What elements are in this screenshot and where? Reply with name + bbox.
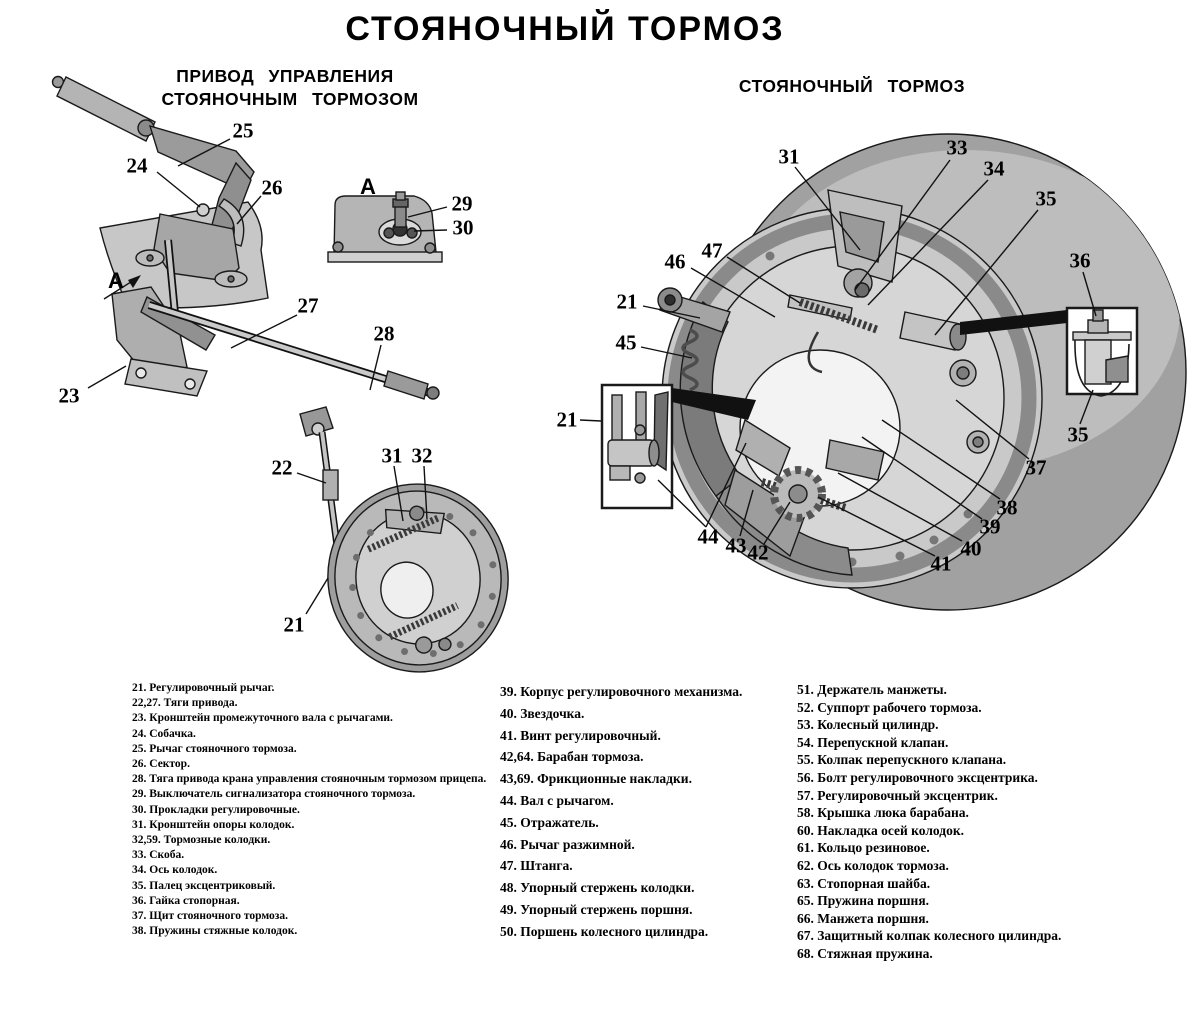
legend-item: 65. Пружина поршня. (797, 893, 930, 909)
callout-37: 37 (1025, 455, 1047, 480)
callout-26: 26 (261, 175, 283, 200)
legend-item: 68. Стяжная пружина. (797, 945, 933, 961)
legend-item: 21. Регулировочный рычаг. (132, 682, 275, 694)
callout-27: 27 (297, 293, 319, 318)
legend-item: 42,64. Барабан тормоза. (500, 749, 644, 765)
legend-item: 33. Скоба. (132, 849, 185, 862)
callout-42: 42 (747, 540, 769, 565)
legend-item: 54. Перепускной клапан. (797, 734, 949, 750)
callout-А: А (108, 268, 124, 293)
legend-item: 48. Упорный стержень колодки. (500, 880, 695, 896)
callout-40: 40 (960, 536, 982, 561)
legend-item: 47. Штанга. (500, 858, 573, 874)
callout-29: 29 (451, 191, 473, 216)
callout-33: 33 (946, 135, 968, 160)
legend-item: 36. Гайка стопорная. (132, 894, 240, 907)
left-figure-title-line2: СТОЯНОЧНЫМ ТОРМОЗОМ (161, 89, 419, 109)
legend-item: 43,69. Фрикционные накладки. (500, 771, 692, 787)
callout-44: 44 (697, 524, 719, 549)
legend-item: 44. Вал с рычагом. (500, 792, 614, 808)
callout-25: 25 (232, 118, 254, 143)
legend-item: 25. Рычаг стояночного тормоза. (132, 742, 297, 755)
legend-item: 40. Звездочка. (500, 705, 585, 721)
legend-column-1 (132, 681, 500, 939)
legend-item: 56. Болт регулировочного эксцентрика. (797, 769, 1038, 785)
legend-item: 55. Колпак перепускного клапана. (797, 752, 1007, 768)
legend-item: 60. Накладка осей колодок. (797, 822, 965, 838)
callout-45: 45 (615, 330, 637, 355)
legend-item: 31. Кронштейн опоры колодок. (132, 818, 295, 831)
right-figure-title: СТОЯНОЧНЫЙ ТОРМОЗ (738, 76, 966, 96)
callout-24: 24 (126, 153, 148, 178)
callout-43: 43 (725, 533, 747, 558)
callout-23: 23 (58, 383, 80, 408)
legend-item: 23. Кронштейн промежуточного вала с рычагами. (132, 712, 393, 725)
legend-item: 32,59. Тормозные колодки. (132, 834, 271, 847)
legend-item: 37. Щит стояночного тормоза. (132, 910, 289, 923)
legend-item: 22,27. Тяги привода. (132, 697, 238, 710)
callout-47: 47 (701, 238, 723, 263)
callout-39: 39 (979, 514, 1001, 539)
legend-item: 66. Манжета поршня. (797, 910, 929, 926)
legend-item: 57. Регулировочный эксцентрик. (797, 787, 998, 803)
legend-item: 38. Пружины стяжные колодок. (132, 925, 298, 938)
legend-item: 29. Выключатель сигнализатора стояночного тормоза. (132, 788, 416, 801)
legend-item: 39. Корпус регулировочного механизма. (500, 684, 743, 699)
callout-22: 22 (271, 455, 293, 480)
legend-item: 53. Колесный цилиндр. (797, 717, 939, 733)
page-title: СТОЯНОЧНЫЙ ТОРМОЗ (345, 10, 785, 48)
legend-item: 62. Ось колодок тормоза. (797, 857, 949, 873)
legend-item: 63. Стопорная шайба. (797, 875, 931, 891)
callout-35: 35 (1067, 422, 1089, 447)
legend-item: 35. Палец эксцентриковый. (132, 879, 276, 892)
legend-item: 45. Отражатель. (500, 814, 599, 830)
callout-34: 34 (983, 156, 1005, 181)
callout-21: 21 (283, 612, 305, 637)
callout-А: А (360, 174, 376, 199)
callout-21: 21 (616, 289, 638, 314)
legend-column-3 (797, 681, 1102, 963)
legend-item: 58. Крышка люка барабана. (797, 805, 969, 821)
legend-item: 52. Суппорт рабочего тормоза. (797, 699, 982, 715)
legend-item: 61. Кольцо резиновое. (797, 840, 930, 856)
callout-32: 32 (411, 443, 433, 468)
callout-35: 35 (1035, 186, 1057, 211)
legend-item: 34. Ось колодок. (132, 864, 218, 877)
legend-item: 30. Прокладки регулировочные. (132, 803, 300, 816)
callout-31: 31 (778, 144, 800, 169)
callout-46: 46 (664, 249, 686, 274)
callout-30: 30 (452, 215, 474, 240)
legend-item: 41. Винт регулировочный. (500, 727, 661, 743)
callout-38: 38 (996, 495, 1018, 520)
legend-item: 67. Защитный колпак колесного цилиндра. (797, 928, 1062, 944)
legend-item: 26. Сектор. (132, 758, 190, 771)
callout-21: 21 (556, 407, 578, 432)
legend-item: 50. Поршень колесного цилиндра. (500, 923, 709, 939)
legend-item: 49. Упорный стержень поршня. (500, 901, 693, 917)
callout-28: 28 (373, 321, 395, 346)
callout-41: 41 (930, 551, 952, 576)
legend-item: 51. Держатель манжеты. (797, 682, 947, 697)
left-figure-title-line1: ПРИВОД УПРАВЛЕНИЯ (176, 66, 394, 86)
callout-31: 31 (381, 443, 403, 468)
callout-36: 36 (1069, 248, 1091, 273)
legend-item: 46. Рычаг разжимной. (500, 836, 635, 852)
legend-item: 24. Собачка. (132, 727, 196, 740)
legend-column-2 (500, 681, 792, 943)
legend-item: 28. Тяга привода крана управления стояночным тормозом прицепа. (132, 773, 487, 786)
